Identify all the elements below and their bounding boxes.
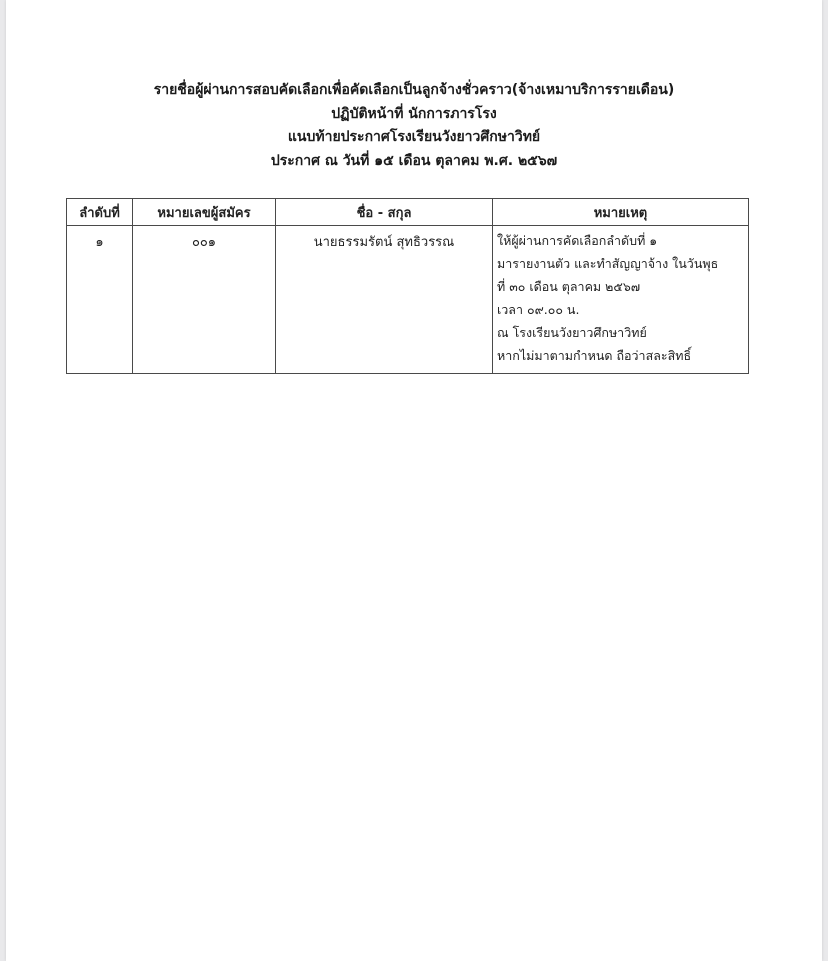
remark-line: หากไม่มาตามกำหนด ถือว่าสละสิทธิ์ (497, 348, 692, 363)
remark-line: ณ โรงเรียนวังยาวศึกษาวิทย์ (497, 325, 647, 340)
cell-name: นายธรรมรัตน์ สุทธิวรรณ (276, 226, 493, 374)
table-row (67, 226, 749, 374)
column-header-name: ชื่อ - สกุล (276, 199, 493, 226)
remark-line: มารายงานตัว และทำสัญญาจ้าง ในวันพุธ (497, 256, 719, 271)
cell-applicant-no: ๐๐๑ (133, 226, 276, 374)
cell-order: ๑ (67, 226, 133, 374)
header-title: รายชื่อผู้ผ่านการสอบคัดเลือกเพื่อคัดเลือกเป็นลูกจ้างชั่วคราว(จ้างเหมาบริการรายเดือน) (153, 82, 675, 98)
column-header-applicant-no: หมายเลขผู้สมัคร (133, 199, 276, 226)
candidates-table (66, 198, 749, 374)
column-header-remarks: หมายเหตุ (493, 199, 749, 226)
remark-line: เวลา ๐๙.๐๐ น. (497, 302, 580, 317)
header-school: แนบท้ายประกาศโรงเรียนวังยาวศึกษาวิทย์ (287, 129, 541, 145)
header-date: ประกาศ ณ วันที่ ๑๕ เดือน ตุลาคม พ.ศ. ๒๕๖๗ (270, 152, 558, 169)
table-header-row (67, 199, 749, 226)
announcement-header (6, 79, 822, 173)
cell-remarks (493, 226, 749, 374)
document-page (6, 0, 822, 961)
remark-line: ให้ผู้ผ่านการคัดเลือกลำดับที่ ๑ (497, 233, 658, 248)
remark-line: ที่ ๓๐ เดือน ตุลาคม ๒๕๖๗ (497, 279, 641, 294)
column-header-order: ลำดับที่ (67, 199, 133, 226)
header-position: ปฏิบัติหน้าที่ นักการภารโรง (331, 105, 497, 122)
